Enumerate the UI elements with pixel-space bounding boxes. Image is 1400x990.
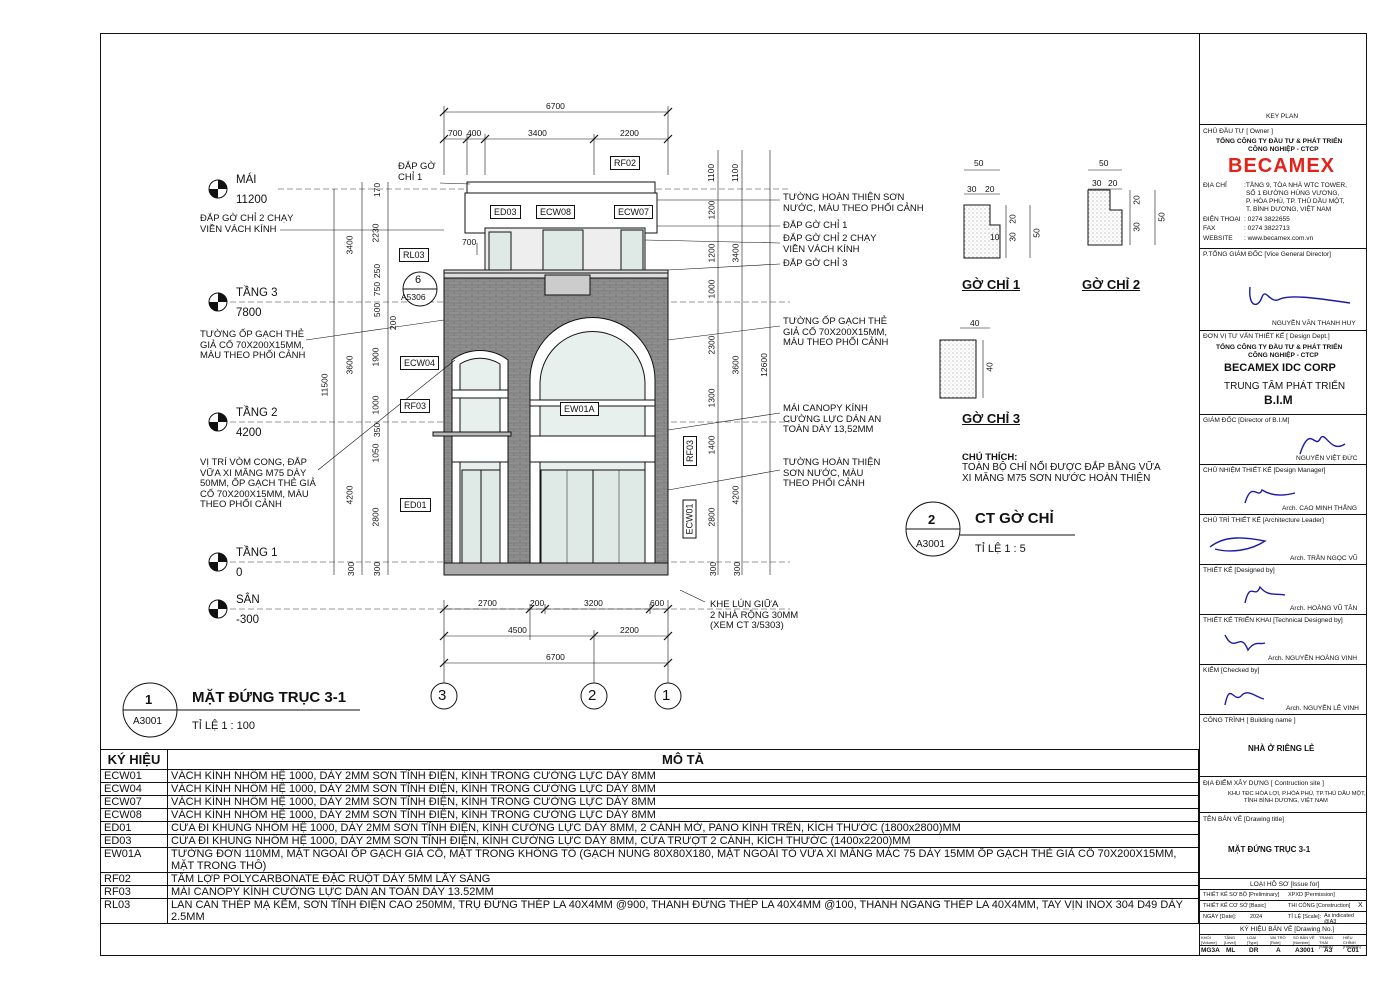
- issue-row: [1200, 890, 1366, 901]
- vgd-section: [1200, 249, 1366, 331]
- issue-header: [1200, 879, 1366, 890]
- signer-role: THIẾT KẾ [Designed by]: [1203, 567, 1275, 574]
- axis-2: 2: [588, 687, 597, 704]
- dim-left-300: 300: [372, 561, 383, 577]
- dim-bot-2700: 2700: [478, 598, 497, 608]
- note-right-6: MÁI CANOPY KÍNH CƯỜNG LỰC DÁN AN TOÀN DÀY 13,52MM: [783, 403, 882, 435]
- issue-cell: THI CÔNG [Construction]: [1288, 903, 1351, 909]
- signer-role: KIỂM [Checked by]: [1203, 667, 1260, 674]
- dim-left-350: 350: [372, 422, 383, 438]
- phone-label: ĐIỆN THOẠI: [1203, 216, 1241, 223]
- dim-right-300: 300: [708, 561, 719, 577]
- issue-cell: THIẾT KẾ CƠ SỞ [Basic]: [1203, 903, 1266, 909]
- detail-scale: TỈ LỆ 1 : 5: [975, 543, 1026, 555]
- dwgno-row: [1200, 924, 1366, 935]
- note-right-1: TƯỜNG HOÀN THIỆN SƠN NƯỚC, MÀU THEO PHỐI CẢNH: [783, 192, 924, 214]
- dim-right-2800: 2800: [706, 507, 717, 527]
- row-desc: TẤM LỢP POLYCARBONATE ĐẶC RUỘT DÀY 5MM LẤY SÁNG: [168, 873, 1199, 886]
- issue-row: [1200, 901, 1366, 912]
- dim-bot-2200: 2200: [620, 625, 639, 635]
- detail-note-title: CHÚ THÍCH:: [962, 452, 1018, 463]
- signer-name: Arch. CAO MINH THẮNG: [1282, 505, 1357, 512]
- dim-right-300b: 300: [732, 561, 743, 577]
- row-desc: CỬA ĐI KHUNG NHÔM HỆ 1000, DÀY 2MM SƠN TĨNH ĐIỆN, KÍNH CƯỜNG LỰC DÀY 8MM, 2 CÁNH MỞ, PANO KÍNH TRÊN, KÍCH THƯỚC (1800x2800)MM: [168, 822, 1199, 835]
- note-top: ĐẮP GỜ CHỈ 1: [398, 161, 436, 183]
- g2-label: GỜ CHỈ 2: [1082, 277, 1141, 292]
- row-desc: VÁCH KÍNH NHÔM HỆ 1000, DÀY 2MM SƠN TĨNH ĐIỆN, KÍNH TRONG CƯỜNG LỰC DÀY 8MM: [168, 796, 1199, 809]
- signer-section: [1200, 465, 1366, 515]
- dim-top-3400: 3400: [528, 128, 547, 138]
- axis-3: 3: [438, 687, 447, 704]
- g1-label: GỜ CHỈ 1: [962, 277, 1021, 292]
- signature-icon: [1240, 475, 1300, 507]
- tag-rf03-right: RF03: [683, 436, 697, 466]
- g2-dim-30: 30: [1092, 178, 1102, 188]
- tag-ecw07: ECW07: [614, 205, 653, 219]
- dim-bot-600: 600: [650, 598, 665, 608]
- level-2-value: 4200: [236, 427, 262, 439]
- drawing-name: MẶT ĐỨNG TRỤC 3-1: [1228, 845, 1311, 854]
- drawing-label: TÊN BẢN VẼ [Drawing title]: [1203, 816, 1284, 823]
- code-head: LOẠI [Type]: [1247, 935, 1258, 945]
- dim-bot-4500: 4500: [508, 625, 527, 635]
- level-yard-name: SÂN: [236, 594, 260, 606]
- table-row: [101, 899, 1199, 924]
- site-line: TỈNH BÌNH DƯƠNG, VIỆT NAM: [1244, 798, 1328, 804]
- row-desc: MÁI CANOPY KÍNH CƯỜNG LỰC DÁN AN TOÀN DÀY 13.52MM: [168, 886, 1199, 899]
- row-code: RF02: [101, 873, 168, 886]
- dim-right-1400: 1400: [706, 435, 717, 455]
- g2-dim-30v: 30: [1131, 222, 1142, 232]
- title-block: [1199, 33, 1367, 956]
- building-name: NHÀ Ở RIÊNG LẺ: [1248, 744, 1315, 753]
- date-label: NGÀY [Date]:: [1203, 914, 1237, 920]
- view-number: 1: [145, 692, 153, 707]
- table-row: [101, 796, 1199, 809]
- issue-cell: XPXD [Permission]: [1288, 892, 1335, 898]
- signature-icon: [1220, 625, 1270, 657]
- dim-bot-3200: 3200: [584, 598, 603, 608]
- table-row: [101, 770, 1199, 783]
- callout-sheet: A5306: [401, 292, 426, 302]
- signer-role: THIẾT KẾ TRIỂN KHAI [Technical Designed by]: [1203, 617, 1343, 624]
- row-code: ECW01: [101, 770, 168, 783]
- dim-left-200: 200: [388, 315, 399, 331]
- row-code: RL03: [101, 899, 168, 924]
- table-row: [101, 886, 1199, 899]
- note-left-3: VỊ TRÍ VÒM CONG, ĐẮP VỮA XI MĂNG M75 DÀY 50MM, ỐP GẠCH THẺ GIẢ CỔ 70X200X15MM, MÀU THEO PHỐI CẢNH: [200, 457, 316, 510]
- row-desc: CỬA ĐI KHUNG NHÔM HỆ 1000, DÀY 2MM SƠN TĨNH ĐIỆN, KÍNH CƯỜNG LỰC DÀY 8MM, CỬA TRƯỢT 2 CÁNH, KÍCH THƯỚC (1400x2200)MM: [168, 835, 1199, 848]
- web-label: WEBSITE: [1203, 235, 1233, 242]
- signer-role: CHỦ NHIỆM THIẾT KẾ [Design Manager]: [1203, 467, 1326, 474]
- level-roof-name: MÁI: [236, 174, 257, 186]
- dim-right-4200: 4200: [730, 485, 741, 505]
- dim-left-750: 750: [372, 281, 383, 297]
- row-code: ED01: [101, 822, 168, 835]
- view-sheet: A3001: [133, 716, 162, 727]
- code-head: TẦNG [Level]: [1224, 935, 1236, 945]
- note-joint: KHE LÚN GIỮA 2 NHÀ RỘNG 30MM (XEM CT 3/5303): [710, 599, 799, 631]
- signer-name: Arch. TRẦN NGỌC VŨ: [1290, 555, 1358, 562]
- code-value: A3001: [1295, 947, 1315, 954]
- dim-left-3400: 3400: [344, 235, 355, 255]
- fax-value: : 0274 3822713: [1244, 225, 1290, 232]
- becamex-logo: BECAMEX: [1228, 155, 1336, 177]
- signer-name: NGUYỄN VIỆT ĐỨC: [1296, 455, 1358, 462]
- tag-ed01: ED01: [400, 498, 431, 512]
- dwgno-label: KÝ HIỆU BẢN VẼ [Drawing No.]: [1240, 926, 1335, 933]
- signature-icon: [1240, 267, 1360, 312]
- dim-700: 700: [462, 237, 477, 247]
- level-1-name: TẦNG 1: [236, 547, 278, 559]
- signer-section: [1200, 615, 1366, 665]
- g2-dim-20: 20: [1108, 178, 1118, 188]
- site-line: KHU TĐC HÒA LỢI, P.HÒA PHÚ, TP.THỦ DẦU MỘT,: [1228, 791, 1366, 797]
- addr-line: T. BÌNH DƯƠNG, VIỆT NAM: [1246, 206, 1332, 213]
- table-row: [101, 848, 1199, 873]
- dim-left-3600: 3600: [344, 355, 355, 375]
- tag-rf02: RF02: [610, 156, 640, 170]
- dim-left-1050: 1050: [370, 443, 381, 463]
- signature-icon: [1205, 525, 1285, 557]
- g2-dim-20v: 20: [1131, 195, 1142, 205]
- code-head: SỐ BẢN VẼ [Number]: [1293, 935, 1315, 945]
- g1-dim-50: 50: [974, 158, 984, 168]
- dept-name-2: CÔNG NGHIỆP - CTCP: [1248, 352, 1319, 359]
- scale-label: TỈ LỆ [Scale]:: [1288, 914, 1322, 920]
- level-2-name: TẦNG 2: [236, 407, 278, 419]
- keyplan-section: [1200, 33, 1366, 125]
- dim-bot-200: 200: [530, 598, 545, 608]
- dim-right-1100b: 1100: [730, 163, 741, 183]
- g3-label: GỜ CHỈ 3: [962, 411, 1021, 426]
- addr-label: ĐỊA CHỈ: [1203, 182, 1227, 189]
- note-right-7: TƯỜNG HOÀN THIỆN SƠN NƯỚC, MÀU THEO PHỐI CẢNH: [783, 457, 881, 489]
- dim-right-1200: 1200: [706, 200, 717, 220]
- dim-top-700: 700: [448, 128, 463, 138]
- signer-section: [1200, 665, 1366, 715]
- view-title: MẶT ĐỨNG TRỤC 3-1: [192, 689, 347, 706]
- code-head: VAI TRÒ [Role]: [1270, 935, 1286, 945]
- bim-name: B.I.M: [1264, 393, 1293, 407]
- signer-name: Arch. NGUYỄN HOÀNG VINH: [1268, 655, 1358, 662]
- owner-section: [1200, 125, 1366, 249]
- note-right-5: TƯỜNG ỐP GẠCH THẺ GIẢ CỔ 70X200X15MM, MÀU THEO PHỐI CẢNH: [783, 316, 889, 348]
- dim-left-300b: 300: [346, 561, 357, 577]
- row-code: ECW07: [101, 796, 168, 809]
- signature-icon: [1240, 575, 1290, 607]
- issue-label: LOẠI HỒ SƠ [Issue for]: [1250, 881, 1320, 888]
- g2-dim-50: 50: [1099, 158, 1109, 168]
- legend-table: [100, 749, 1199, 924]
- axis-1: 1: [662, 687, 671, 704]
- signature-icon: [1220, 675, 1270, 707]
- dept-section: [1200, 331, 1366, 415]
- tag-rl03: RL03: [399, 248, 429, 262]
- dim-right-2300: 2300: [706, 335, 717, 355]
- center-name: TRUNG TÂM PHÁT TRIỂN: [1224, 381, 1346, 392]
- dim-left-1900: 1900: [370, 347, 381, 367]
- date-row: [1200, 912, 1366, 924]
- fax-label: FAX: [1203, 225, 1216, 232]
- dept-name-1: TỔNG CÔNG TY ĐẦU TƯ & PHÁT TRIỂN: [1216, 344, 1343, 351]
- vgd-name: NGUYỄN VĂN THANH HUY: [1272, 320, 1356, 327]
- table-row: [101, 835, 1199, 848]
- note-right-4: ĐẮP GỜ CHỈ 3: [783, 258, 848, 269]
- g1-dim-20v: 20: [1007, 214, 1018, 224]
- code-head: KHỐI [Volume]: [1201, 935, 1217, 945]
- dept-label: ĐƠN VỊ TƯ VẤN THIẾT KẾ [ Design Dept.]: [1203, 333, 1330, 340]
- tag-ew01a: EW01A: [560, 402, 599, 416]
- code-value: A: [1276, 947, 1281, 954]
- g3-dim-40: 40: [970, 318, 980, 328]
- dim-right-1000: 1000: [706, 279, 717, 299]
- code-value: A3: [1324, 947, 1333, 954]
- detail-sheet: A3001: [916, 539, 945, 550]
- dim-left-1000: 1000: [370, 395, 381, 415]
- owner-name-2: CÔNG NGHIỆP - CTCP: [1248, 146, 1319, 153]
- dim-top-total: 6700: [546, 101, 565, 111]
- g2-dim-50v: 50: [1156, 212, 1167, 222]
- codes-row: [1200, 946, 1366, 956]
- addr-line: P. HÒA PHÚ, TP. THỦ DẦU MỘT,: [1246, 198, 1345, 205]
- dim-top-400: 400: [467, 128, 482, 138]
- level-3-value: 7800: [236, 307, 262, 319]
- detail-number: 2: [928, 512, 936, 527]
- row-desc: VÁCH KÍNH NHÔM HỆ 1000, DÀY 2MM SƠN TĨNH ĐIỆN, KÍNH TRONG CƯỜNG LỰC DÀY 8MM: [168, 783, 1199, 796]
- row-code: RF03: [101, 886, 168, 899]
- code-value: C01: [1347, 947, 1359, 954]
- legend-col-desc: MÔ TẢ: [168, 750, 1199, 770]
- view-scale: TỈ LỆ 1 : 100: [192, 720, 255, 732]
- note-left-1: ĐẮP GỜ CHỈ 2 CHẠY VIỀN VÁCH KÍNH: [200, 213, 294, 235]
- dim-right-1200b: 1200: [706, 243, 717, 263]
- corp-name: BECAMEX IDC CORP: [1224, 362, 1336, 374]
- signature-icon: [1295, 419, 1355, 459]
- dim-left-500: 500: [372, 302, 383, 318]
- signer-name: Arch. HOÀNG VŨ TÂN: [1290, 605, 1358, 612]
- building-label: CÔNG TRÌNH [ Building name ]: [1203, 717, 1296, 724]
- tag-ed03: ED03: [490, 205, 521, 219]
- code-head: HIỆU CHỈNH [Revision]: [1343, 935, 1361, 949]
- owner-label: CHỦ ĐẦU TƯ [ Owner ]: [1203, 128, 1273, 135]
- signer-section: [1200, 565, 1366, 615]
- g1-dim-30v: 30: [1007, 232, 1018, 242]
- note-left-2: TƯỜNG ỐP GẠCH THẺ GIẢ CỔ 70X200X15MM, MÀU THEO PHỐI CẢNH: [200, 329, 306, 361]
- dim-right-1300: 1300: [706, 388, 717, 408]
- note-right-3: ĐẮP GỜ CHỈ 2 CHẠY VIỀN VÁCH KÍNH: [783, 233, 877, 255]
- dim-right-3400: 3400: [730, 243, 741, 263]
- legend-col-code: KÝ HIỆU: [101, 750, 168, 770]
- g1-dim-30: 30: [967, 184, 977, 194]
- table-row: [101, 809, 1199, 822]
- g3-dim-40v: 40: [984, 362, 995, 372]
- tag-ecw04: ECW04: [400, 356, 439, 370]
- dim-left-4200: 4200: [344, 485, 355, 505]
- level-roof-value: 11200: [236, 194, 268, 206]
- row-desc: VÁCH KÍNH NHÔM HỆ 1000, DÀY 2MM SƠN TĨNH ĐIỆN, KÍNH TRONG CƯỜNG LỰC DÀY 8MM: [168, 770, 1199, 783]
- row-code: ECW04: [101, 783, 168, 796]
- site-label: ĐỊA ĐIỂM XÂY DỰNG [ Contruction site ]: [1203, 780, 1324, 787]
- dim-left-170: 170: [372, 182, 383, 198]
- table-row: [101, 822, 1199, 835]
- g1-dim-20: 20: [985, 184, 995, 194]
- dim-left-250: 250: [372, 263, 383, 279]
- dim-right-1100: 1100: [706, 163, 717, 183]
- table-row: [101, 873, 1199, 886]
- tag-ecw08: ECW08: [536, 205, 575, 219]
- dim-left-11500: 11500: [319, 373, 330, 397]
- tag-ecw01: ECW01: [683, 499, 697, 538]
- signer-section: [1200, 515, 1366, 565]
- dim-right-3600: 3600: [730, 355, 741, 375]
- issue-cell: THIẾT KẾ SƠ BỘ [Preliminary]: [1203, 892, 1280, 898]
- date-value: 2024: [1250, 914, 1263, 920]
- level-markers: [209, 180, 227, 618]
- signer-role: CHỦ TRÌ THIẾT KẾ [Architecture Leader]: [1203, 517, 1324, 524]
- dim-right-12600: 12600: [758, 353, 769, 377]
- level-yard-value: -300: [236, 614, 260, 626]
- level-3-name: TẦNG 3: [236, 287, 278, 299]
- note-right-2: ĐẮP GỜ CHỈ 1: [783, 220, 848, 231]
- dim-left-2800: 2800: [370, 507, 381, 527]
- addr-line: :TẦNG 9, TÒA NHÀ WTC TOWER,: [1244, 182, 1347, 189]
- row-desc: VÁCH KÍNH NHÔM HỆ 1000, DÀY 2MM SƠN TĨNH ĐIỆN, KÍNH TRONG CƯỜNG LỰC DÀY 8MM: [168, 809, 1199, 822]
- addr-line: SỐ 1 ĐƯỜNG HÙNG VƯƠNG,: [1246, 190, 1340, 197]
- row-code: ED03: [101, 835, 168, 848]
- table-row: [101, 783, 1199, 796]
- code-value: ML: [1226, 947, 1236, 954]
- signer-role: GIÁM ĐỐC [Director of B.I.M]: [1203, 417, 1290, 424]
- detail-title: CT GỜ CHỈ: [975, 510, 1054, 527]
- code-value: DR: [1249, 947, 1259, 954]
- phone-value: : 0274 3822655: [1244, 216, 1290, 223]
- scale-value: As indicated @A3: [1324, 913, 1354, 925]
- key-plan-label: KEY PLAN: [1266, 113, 1299, 120]
- row-code: ECW08: [101, 809, 168, 822]
- web-value: : www.becamex.com.vn: [1244, 235, 1314, 242]
- dim-top-2200: 2200: [620, 128, 639, 138]
- callout-number: 6: [415, 274, 422, 286]
- drawing-title-section: [1200, 813, 1366, 879]
- code-head: TRẠNG THÁI [Status]: [1319, 935, 1333, 949]
- level-1-value: 0: [236, 567, 243, 579]
- vgd-label: P.TỔNG GIÁM ĐỐC [Vice General Director]: [1203, 251, 1332, 258]
- issue-mark: X: [1358, 902, 1363, 909]
- detail-note-text: TOÀN BỘ CHỈ NỔI ĐƯỢC ĐẮP BẰNG VỮA XI MĂNG M75 SƠN NƯỚC HOÀN THIỆN: [962, 462, 1161, 484]
- g1-dim-50v: 50: [1031, 228, 1042, 238]
- row-desc: LAN CAN THÉP MẠ KẼM, SƠN TĨNH ĐIỆN CAO 250MM, TRỤ ĐỨNG THÉP LA 40X4MM @900, THANH ĐỨNG THÉP LA 40X4MM @100, THANH NGANG THÉP LA 40X4MM, TAY VỊN INOX 304 D49 DÀY 2.5MM: [168, 899, 1199, 924]
- code-heads-row: [1200, 935, 1366, 949]
- code-value: MG3A: [1201, 947, 1220, 954]
- owner-name-1: TỔNG CÔNG TY ĐẦU TƯ & PHÁT TRIỂN: [1216, 138, 1343, 145]
- building-section: [1200, 715, 1366, 777]
- tag-rf03-left: RF03: [400, 399, 430, 413]
- dim-bot-6700: 6700: [546, 652, 565, 662]
- signer-section: [1200, 415, 1366, 465]
- signer-name: Arch. NGUYỄN LÊ VINH: [1286, 705, 1359, 712]
- site-section: [1200, 777, 1366, 813]
- g1-dim-10: 10: [990, 232, 1000, 242]
- row-desc: TƯỜNG ĐƠN 110MM, MẶT NGOÀI ỐP GẠCH GIẢ CỔ, MẶT TRONG KHÔNG TÔ (GẠCH NUNG 80X80X180, MẶT NGOÀI TÔ VỮA XI MĂNG MÁC 75 DÀY 15MM ỐP GẠCH THẺ GIẢ CỔ 70X200X15MM, MẶT TRONG THÔ): [168, 848, 1199, 873]
- dim-left-2230: 2230: [370, 223, 381, 243]
- row-code: EW01A: [101, 848, 168, 873]
